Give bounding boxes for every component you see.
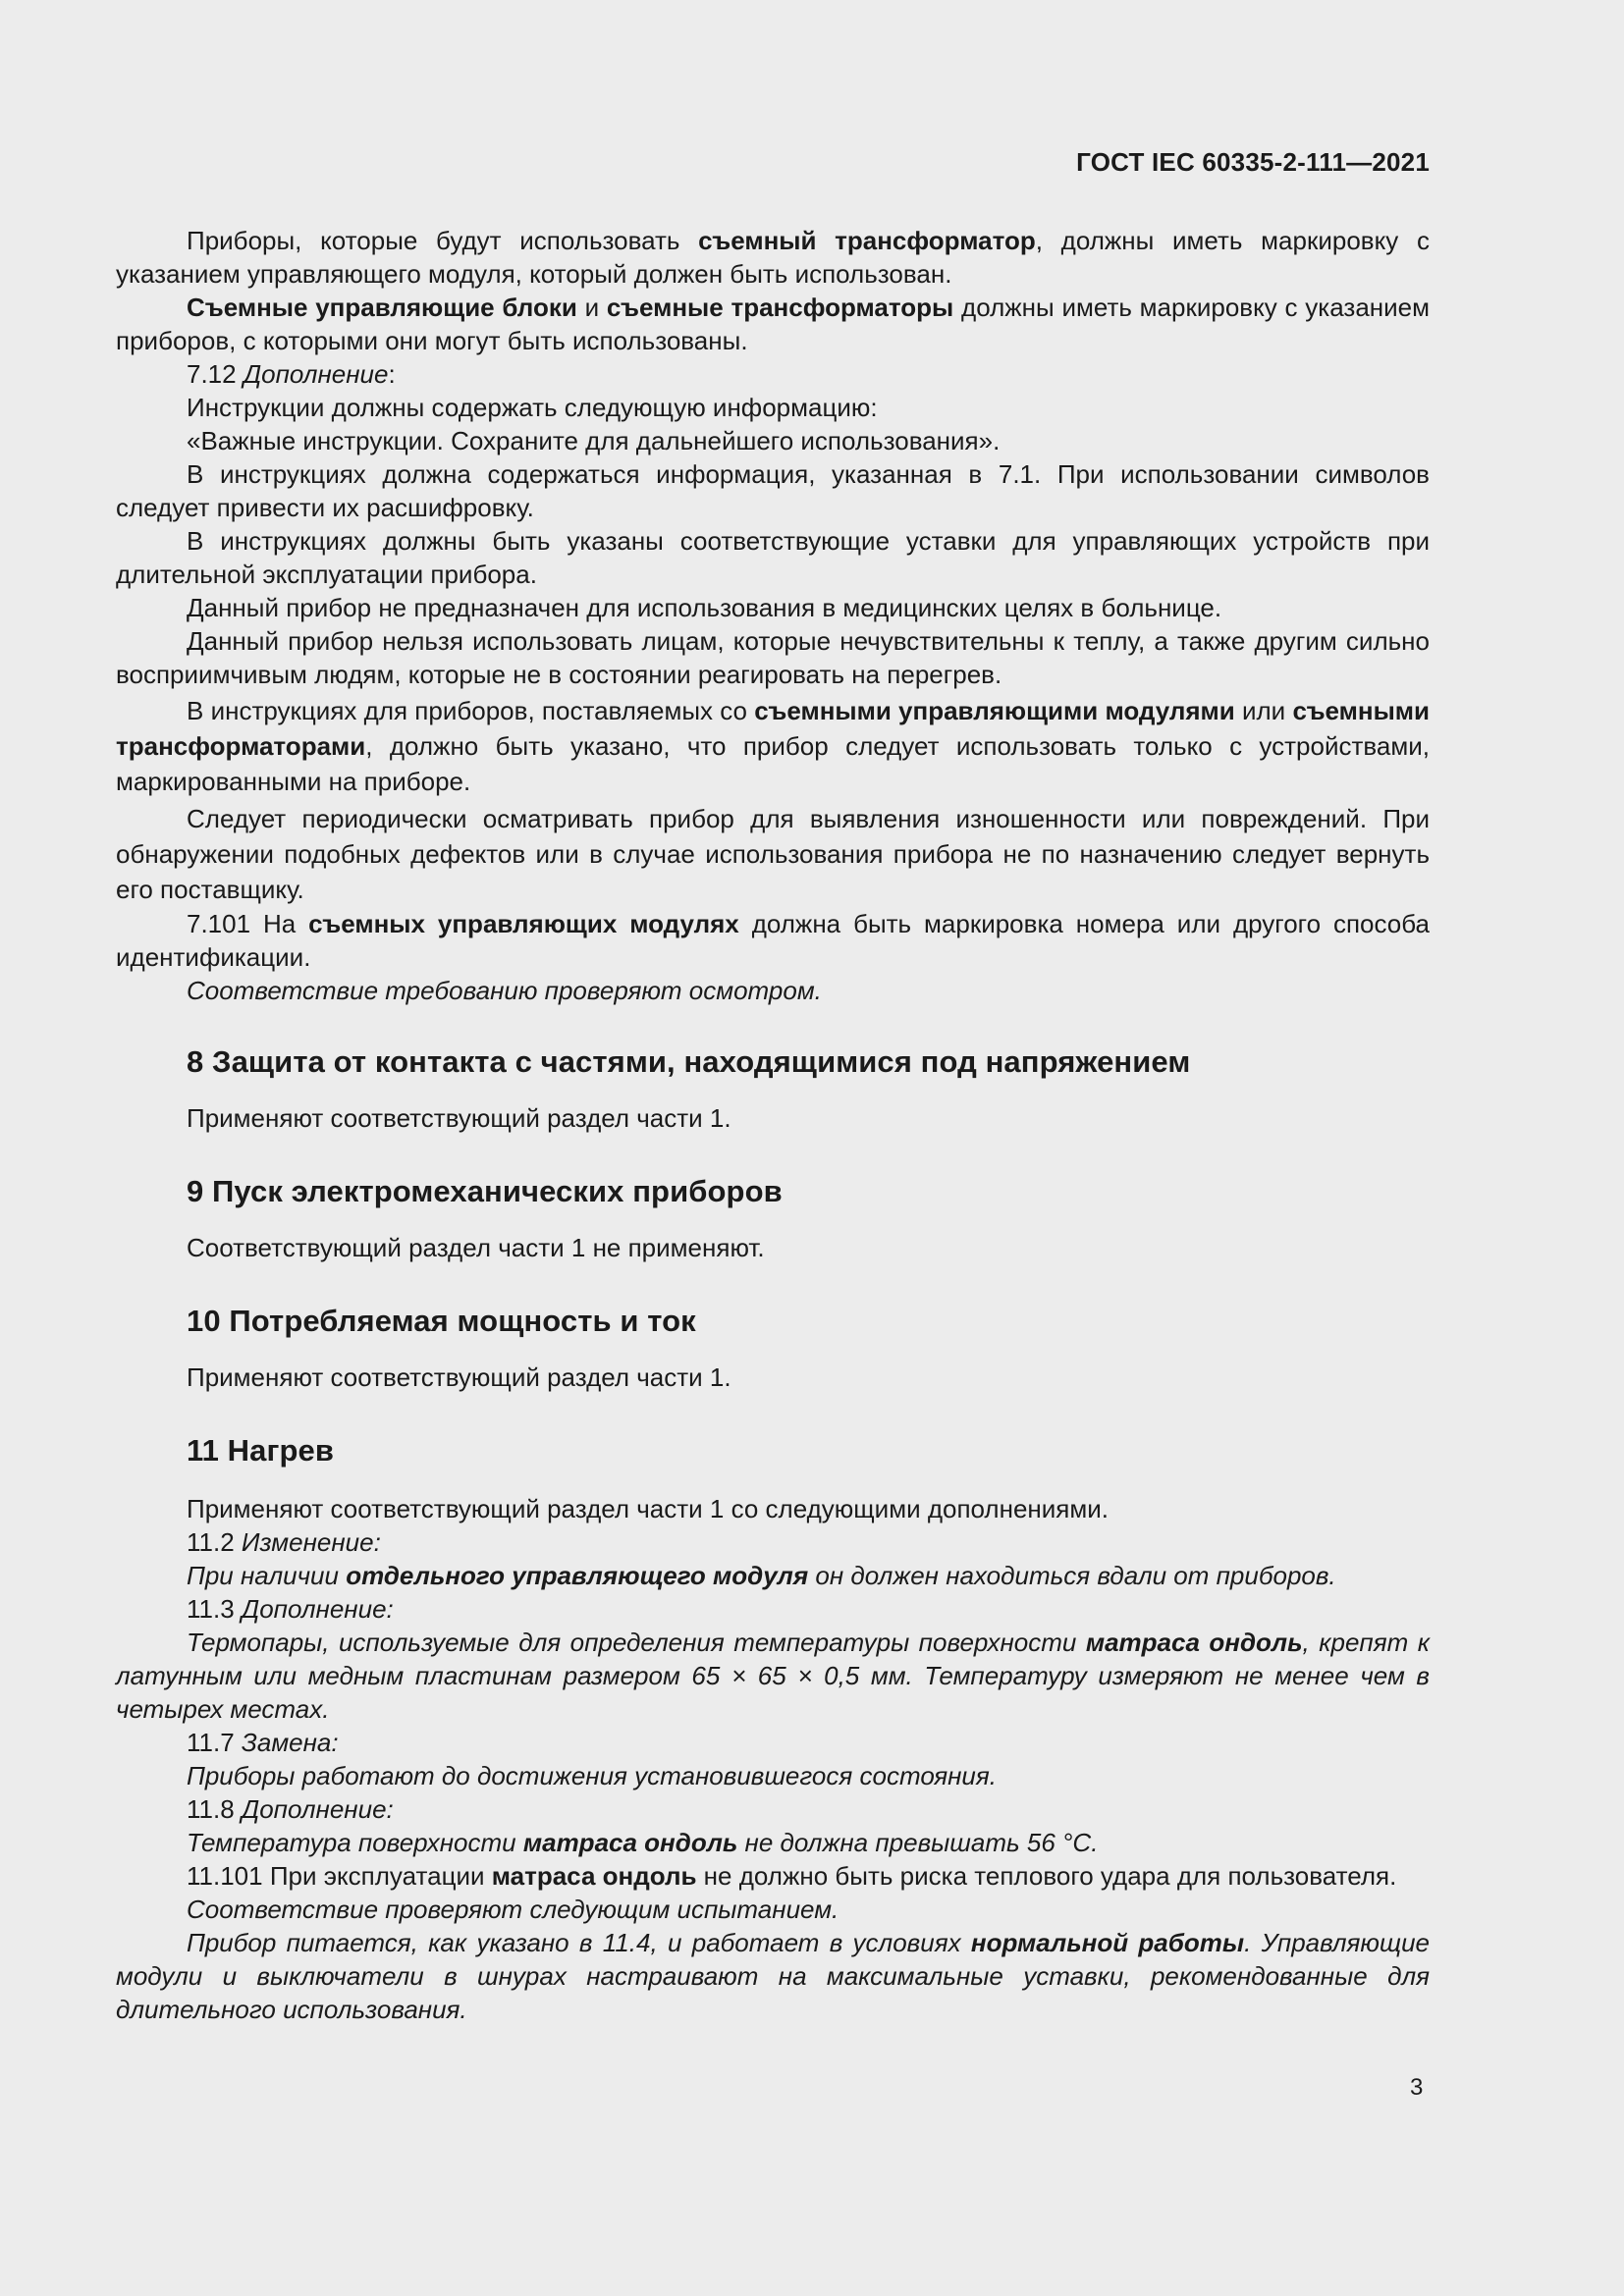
page-number: 3 (1410, 2074, 1424, 2101)
paragraph: Термопары, используемые для определения температуры поверхности матраса ондоль, крепят к латунным или медным пластинам размером 65 × 65 × 0,5 мм. Температуру измеряют не менее чем в четырех местах. (116, 1628, 1430, 1724)
paragraph: Приборы, которые будут использовать съемный трансформатор, должны иметь маркировку с указанием управляющего модуля, который должен быть использован. (116, 226, 1430, 289)
compliance-note: Соответствие проверяют следующим испытанием. (187, 1895, 839, 1924)
section-10-text: Применяют соответствующий раздел части 1. (187, 1362, 731, 1392)
clause-7-101: 7.101 На съемных управляющих модулях должна быть маркировка номера или другого способа идентификации. (116, 909, 1431, 972)
section-8-text: Применяют соответствующий раздел части 1. (187, 1103, 731, 1133)
section-8-title: 8 Защита от контакта с частями, находящимися под напряжением (187, 1044, 1191, 1079)
section-11-intro: Применяют соответствующий раздел части 1 со следующими дополнениями. (187, 1494, 1109, 1523)
paragraph: Данный прибор не предназначен для использования в медицинских целях в больнице. (187, 593, 1222, 622)
paragraph: В инструкциях должны быть указаны соответствующие уставки для управляющих устройств при длительной эксплуатации прибора. (116, 526, 1430, 589)
paragraph: Съемные управляющие блоки и съемные трансформаторы должны иметь маркировку с указанием приборов, с которыми они могут быть использованы. (116, 293, 1431, 355)
section-9-text: Соответствующий раздел части 1 не применяют. (187, 1233, 765, 1262)
document-header: ГОСТ IEC 60335-2-111—2021 (1076, 147, 1430, 177)
compliance-note: Соответствие требованию проверяют осмотром. (187, 976, 822, 1005)
paragraph: При наличии отдельного управляющего модуля он должен находиться вдали от приборов. (187, 1561, 1336, 1590)
clause-11-2: 11.2 Изменение: (187, 1527, 381, 1557)
section-9-title: 9 Пуск электромеханических приборов (187, 1174, 783, 1208)
paragraph: Прибор питается, как указано в 11.4, и работает в условиях нормальной работы. Управляющие модули и выключатели в шнурах настраивают на максимальные уставки, рекомендованные для длительного использования. (116, 1928, 1430, 2024)
clause-11-7: 11.7 Замена: (187, 1728, 339, 1757)
section-10-title: 10 Потребляемая мощность и ток (187, 1304, 696, 1338)
clause-11-8: 11.8 Дополнение: (187, 1794, 394, 1824)
paragraph: Следует периодически осматривать прибор для выявления изношенности или повреждений. При обнаружении подобных дефектов или в случае использования прибора не по назначению следует вернуть его поставщику. (116, 804, 1430, 904)
paragraph: В инструкциях должна содержаться информация, указанная в 7.1. При использовании символов следует привести их расшифровку. (116, 459, 1430, 522)
section-11-title: 11 Нагрев (187, 1433, 335, 1468)
paragraph: Данный прибор нельзя использовать лицам, которые нечувствительны к теплу, а также другим сильно восприимчивым людям, которые не в состоянии реагировать на перегрев. (116, 626, 1430, 689)
page-content (116, 224, 1430, 2026)
paragraph: «Важные инструкции. Сохраните для дальнейшего использования». (187, 426, 1001, 455)
paragraph: Приборы работают до достижения установившегося состояния. (187, 1761, 997, 1790)
clause-11-101: 11.101 При эксплуатации матраса ондоль не должно быть риска теплового удара для пользователя. (187, 1861, 1397, 1891)
clause-7-12: 7.12 Дополнение: (187, 359, 396, 389)
paragraph: Температура поверхности матраса ондоль не должна превышать 56 °С. (187, 1828, 1099, 1857)
paragraph: В инструкциях для приборов, поставляемых со съемными управляющими модулями или съемными трансформаторами, должно быть указано, что прибор следует использовать только с устройствами, маркированными на приборе. (116, 696, 1430, 796)
paragraph: Инструкции должны содержать следующую информацию: (187, 393, 878, 422)
clause-11-3: 11.3 Дополнение: (187, 1594, 394, 1624)
